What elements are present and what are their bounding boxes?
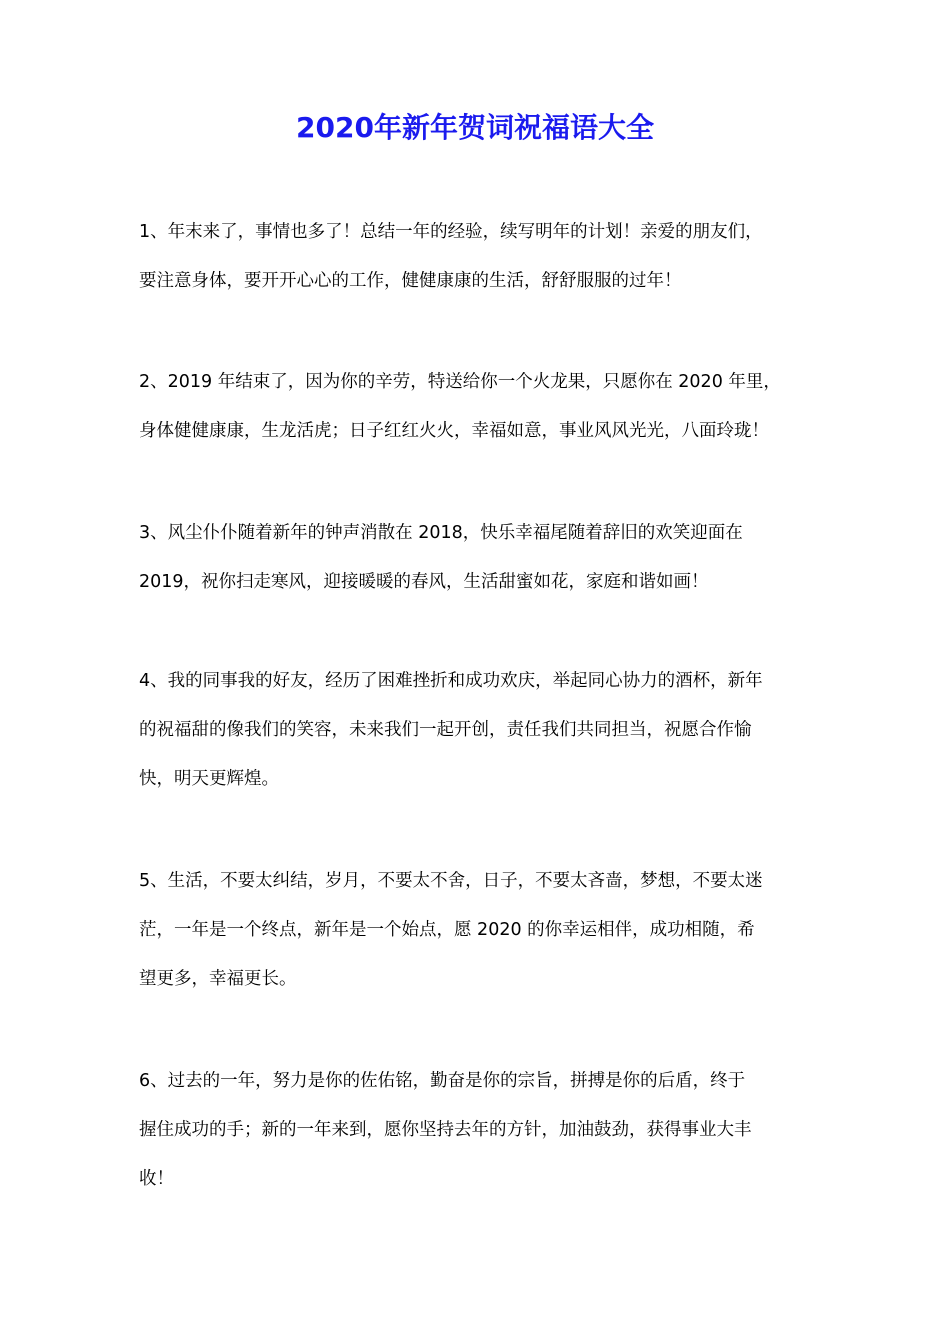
paragraph-line: 6、过去的一年，努力是你的佐佑铭，勤奋是你的宗旨，拼搏是你的后盾，终于 <box>139 1071 746 1091</box>
paragraph-line: 1、年末来了，事情也多了！总结一年的经验，续写明年的计划！亲爱的朋友们， <box>139 222 763 242</box>
paragraph-line: 要注意身体，要开开心心的工作，健健康康的生活，舒舒服服的过年！ <box>139 271 682 291</box>
paragraph-line: 2、2019 年结束了，因为你的辛劳，特送给你一个火龙果，只愿你在 2020 年里， <box>139 372 781 392</box>
paragraph-1 <box>139 208 829 306</box>
paragraph-line: 3、风尘仆仆随着新年的钟声消散在 2018，快乐幸福尾随着辞旧的欢笑迎面在 <box>139 523 743 543</box>
paragraph-6 <box>139 1057 829 1204</box>
paragraph-line: 4、我的同事我的好友，经历了困难挫折和成功欢庆，举起同心协力的酒杯，新年 <box>139 671 763 691</box>
paragraph-line: 身体健健康康，生龙活虎；日子红红火火，幸福如意，事业风风光光，八面玲珑！ <box>139 421 769 441</box>
paragraph-line: 快，明天更辉煌。 <box>139 769 279 789</box>
paragraph-line: 望更多，幸福更长。 <box>139 969 297 989</box>
paragraph-5 <box>139 857 829 1004</box>
paragraph-line: 茫，一年是一个终点，新年是一个始点，愿 2020 的你幸运相伴，成功相随，希 <box>139 920 755 940</box>
paragraph-line: 2019，祝你扫走寒风，迎接暖暖的春风，生活甜蜜如花，家庭和谐如画！ <box>139 572 709 592</box>
paragraph-2 <box>139 358 829 456</box>
paragraph-line: 的祝福甜的像我们的笑容，未来我们一起开创，责任我们共同担当，祝愿合作愉 <box>139 720 752 740</box>
paragraph-line: 握住成功的手；新的一年来到，愿你坚持去年的方针，加油鼓劲，获得事业大丰 <box>139 1120 752 1140</box>
paragraph-line: 5、生活，不要太纠结，岁月，不要太不舍，日子，不要太吝啬，梦想，不要太迷 <box>139 871 763 891</box>
paragraph-3 <box>139 509 829 607</box>
paragraph-4 <box>139 657 829 804</box>
paragraph-line: 收！ <box>139 1169 174 1189</box>
document-title: 2020年新年贺词祝福语大全 <box>296 111 654 144</box>
